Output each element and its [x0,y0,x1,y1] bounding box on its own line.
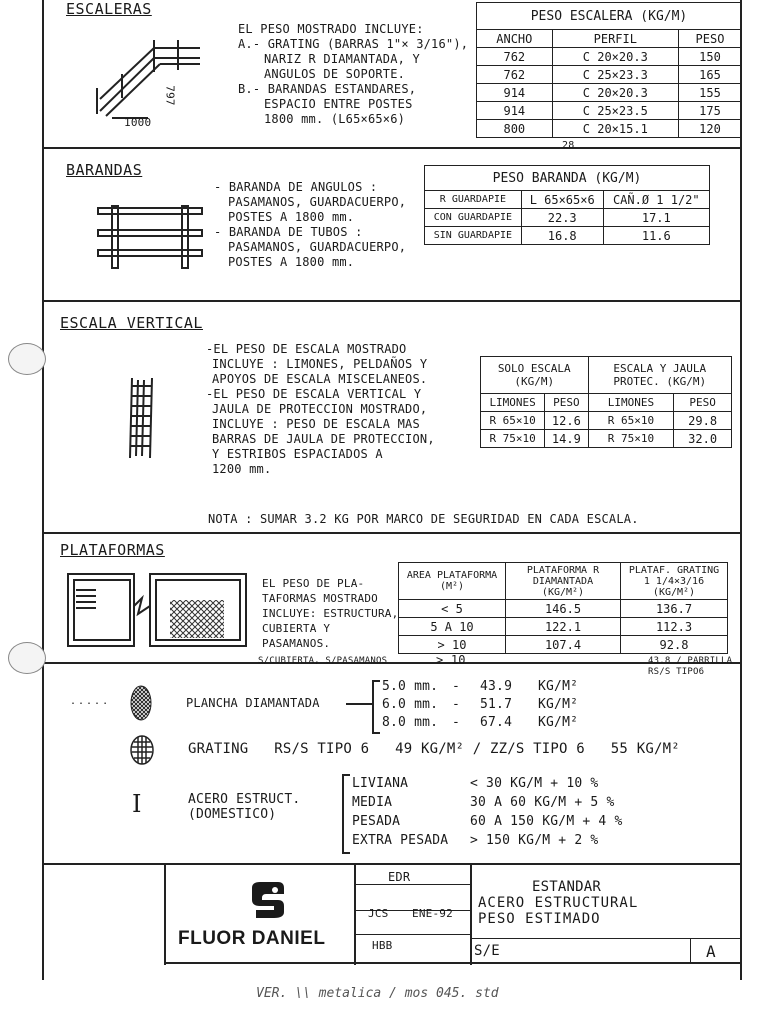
acero-bracket [342,774,350,854]
tb-row-line [472,938,740,939]
section-title-plataformas: PLATAFORMAS [60,541,165,559]
table-header: AREA PLATAFORMA (M²) [399,563,506,600]
table-header: PERFIL [552,30,678,48]
plancha-row: 5.0 mm. - 43.9 KG/M² [382,679,579,694]
note-line: Y ESTRIBOS ESPACIADOS A [212,447,383,461]
table-cell: 155 [678,84,741,102]
section-title-escala-vertical: ESCALA VERTICAL [60,314,203,332]
table-cell: R 75×10 [588,430,674,448]
table-row [477,120,742,138]
acero-row: PESADA 60 A 150 KG/M + 4 % [352,814,623,829]
divider [42,147,742,149]
table-cell: 92.8 [621,636,728,654]
vertical-ladder-drawing [126,376,160,460]
tb-divider [164,865,166,965]
note-line: TAFORMAS MOSTRADO [262,592,378,605]
table-row [477,48,742,66]
punch-hole [8,343,46,375]
punch-hole [8,642,46,674]
fluor-logo-icon [244,878,288,922]
barandas-note [214,180,424,270]
plate-icon [128,684,154,722]
table-row [477,66,742,84]
table-row [481,430,732,448]
table-cell: 136.7 [621,600,728,618]
section-title-escaleras: ESCALERAS [66,0,152,18]
plataforma-weight-table [398,562,728,654]
table-cell: 165 [678,66,741,84]
tb-date: ENE-92 [412,907,453,920]
table-row [477,84,742,102]
extra-value: 43.8 / PARRILLA RS/S TIPO6 [648,656,733,677]
acero-row: LIVIANA < 30 KG/M + 10 % [352,776,599,791]
table-cell: > 10 [399,636,506,654]
note-line: BARRAS DE JAULA DE PROTECCION, [212,432,435,446]
note-line: 1200 mm. [212,462,272,476]
table-cell: 12.6 [545,412,588,430]
table-cell: 120 [678,120,741,138]
note-line: - BARANDA DE TUBOS : [214,225,363,239]
table-cell: C 20×20.3 [552,84,678,102]
table-cell: < 5 [399,600,506,618]
note-line: PASAMANOS, GUARDACUERPO, [228,195,407,209]
dim-width: 1000 [124,116,152,129]
tb-title1: ESTANDAR [532,879,602,895]
baranda-weight-table [424,165,710,245]
table-cell: C 25×23.5 [552,102,678,120]
table-cell: 914 [477,84,553,102]
table-header: LIMONES [588,394,674,412]
handwritten-reference: VER. \\ metalica / mos 045. std [256,986,499,1001]
table-cell: 175 [678,102,741,120]
table-cell: C 20×20.3 [552,48,678,66]
note-line: CUBIERTA Y PASAMANOS. [262,622,331,650]
table-header: PLATAFORMA R DIAMANTADA (KG/M²) [506,563,621,600]
plancha-bracket [372,680,380,734]
company-name: FLUOR DANIEL [178,928,326,949]
note-line: POSTES A 1800 mm. [228,255,355,269]
table-cell: 800 [477,120,553,138]
table-cell: CON GUARDAPIE [425,209,522,227]
table-row [425,227,710,245]
table-cell: 11.6 [603,227,709,245]
table-cell: 107.4 [506,636,621,654]
table-cell: 5 A 10 [399,618,506,636]
plancha-values [382,678,632,732]
table-cell: 112.3 [621,618,728,636]
leader-dots: ..... [70,696,111,707]
table-row [399,618,728,636]
table-cell: 762 [477,48,553,66]
tb-title3: PESO ESTIMADO [478,911,601,927]
table-header: PESO [545,394,588,412]
table-cell: 29.8 [674,412,732,430]
tb-bottom [164,962,740,964]
note-line: JAULA DE PROTECCION MOSTRADO, [212,402,428,416]
table-row [425,209,710,227]
grating-icon [128,734,156,766]
table-title: PESO ESCALERA (KG/M) [477,3,742,30]
divider [42,662,742,664]
note-line: NARIZ R DIAMANTADA, Y [264,52,420,66]
note-line: INCLUYE: ESTRUCTURA, [262,607,399,620]
note-line: A.- GRATING (BARRAS 1"× 3/16"), [238,37,469,51]
table-cell: C 20×15.1 [552,120,678,138]
table-header: PESO [674,394,732,412]
table-header: ANCHO [477,30,553,48]
table-cell: R 65×10 [481,412,545,430]
table-cell: 762 [477,66,553,84]
dim-height: 797 [163,85,177,106]
acero-label-line: ACERO ESTRUCT. [188,792,301,807]
table-header: PLATAF. GRATING 1 1/4×3/16 (KG/M²) [621,563,728,600]
escala-vertical-note [206,342,478,477]
escaleras-note [238,22,474,127]
extra-area: > 10 [436,653,466,667]
table-cell: SIN GUARDAPIE [425,227,522,245]
table-header: CAÑ.Ø 1 1/2" [603,191,709,209]
acero-label-line: (DOMESTICO) [188,807,277,822]
tb-row-line [356,884,472,885]
acero-row: MEDIA 30 A 60 KG/M + 5 % [352,795,615,810]
acero-row: EXTRA PESADA > 150 KG/M + 2 % [352,833,599,848]
plancha-row: 8.0 mm. - 67.4 KG/M² [382,715,579,730]
table-header: PESO [678,30,741,48]
table-header: L 65×65×6 [521,191,603,209]
acero-label [188,792,300,822]
tb-divider [470,865,472,965]
note-line: POSTES A 1800 mm. [228,210,355,224]
tb-by: JCS [368,907,389,920]
note-line: ESPACIO ENTRE POSTES [264,97,413,111]
divider [42,532,742,534]
table-cell: 22.3 [521,209,603,227]
note-line: -EL PESO DE ESCALA MOSTRADO [206,342,407,356]
ibeam-icon: I [132,790,142,818]
table-cell: C 25×23.3 [552,66,678,84]
table-row [399,636,728,654]
tb-edr: EDR [388,870,411,884]
platform-drawing [66,570,250,652]
table-row [477,102,742,120]
table-group-header: SOLO ESCALA (KG/M) [481,357,589,394]
table-row [481,412,732,430]
table-cell: 150 [678,48,741,66]
note-line: PASAMANOS, GUARDACUERPO, [228,240,407,254]
note-line: -EL PESO DE ESCALA VERTICAL Y [206,387,422,401]
divider [42,863,742,865]
grating-text: GRATING RS/S TIPO 6 49 KG/M² / ZZ/S TIPO 6 55 KG/M² [188,741,680,757]
note-line: B.- BARANDAS ESTANDARES, [238,82,417,96]
plataformas-subnote: S/CUBIERTA, S/PASAMANOS [258,656,388,666]
escala-vertical-table [480,356,732,448]
note-line: APOYOS DE ESCALA MISCELANEOS. [212,372,428,386]
tb-title2: ACERO ESTRUCTURAL [478,895,639,911]
table-cell: 16.8 [521,227,603,245]
table-group-header: ESCALA Y JAULA PROTEC. (KG/M) [588,357,732,394]
note-line: 1800 mm. (L65×65×6) [264,112,406,126]
table-cell: 914 [477,102,553,120]
plancha-row: 6.0 mm. - 51.7 KG/M² [382,697,579,712]
plataformas-note [262,576,402,651]
railing-drawing [96,204,206,272]
tb-divider [354,865,356,965]
escalera-weight-table [476,2,742,138]
note-line: - BARANDA DE ANGULOS : [214,180,378,194]
tb-col-line [690,938,691,964]
note-line: EL PESO DE PLA- [262,577,365,590]
divider [42,300,742,302]
plancha-label: PLANCHA DIAMANTADA [186,696,320,710]
note-line: INCLUYE : PESO DE ESCALA MAS [212,417,420,431]
tb-scale: S/E [474,943,500,959]
table-cell: 122.1 [506,618,621,636]
table-cell: 32.0 [674,430,732,448]
note-line: EL PESO MOSTRADO INCLUYE: [238,22,424,36]
table-cell: 17.1 [603,209,709,227]
tb-row-line [356,934,472,935]
table-cell: 146.5 [506,600,621,618]
acero-values [352,774,672,850]
tb-num: HBB [372,939,393,952]
table-header: LIMONES [481,394,545,412]
footnote: 28 [562,140,575,151]
table-title: PESO BARANDA (KG/M) [425,166,710,191]
table-row [399,600,728,618]
note-line: INCLUYE : LIMONES, PELDAÑOS Y [212,357,428,371]
note-line: ANGULOS DE SOPORTE. [264,67,406,81]
tb-revision: A [706,942,716,961]
section-title-barandas: BARANDAS [66,161,143,179]
table-cell: R 65×10 [588,412,674,430]
plancha-leader [346,703,372,705]
nota-text: NOTA : SUMAR 3.2 KG POR MARCO DE SEGURIDAD EN CADA ESCALA. [208,512,639,526]
table-cell: 14.9 [545,430,588,448]
table-header: R GUARDAPIE [425,191,522,209]
table-cell: R 75×10 [481,430,545,448]
